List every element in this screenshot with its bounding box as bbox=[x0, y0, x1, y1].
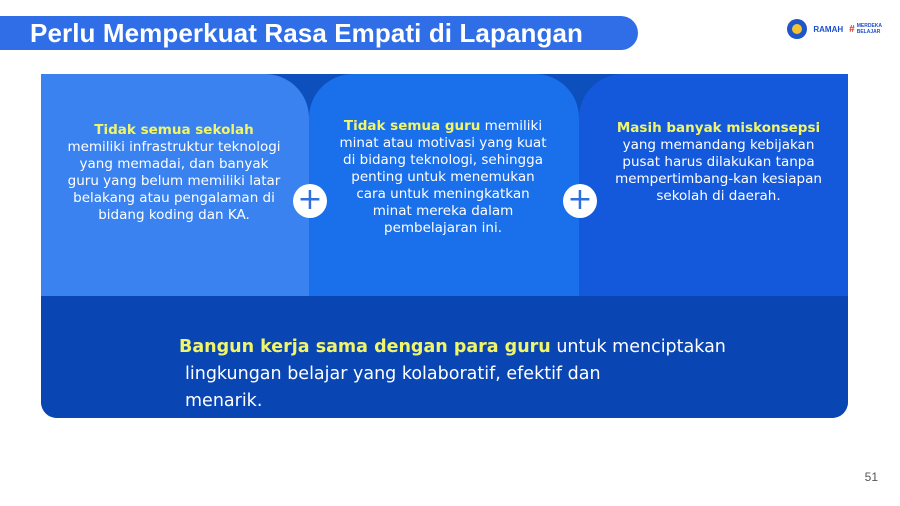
tut-wuri-handayani-logo-icon bbox=[787, 19, 807, 39]
page-title: Perlu Memperkuat Rasa Empati di Lapangan bbox=[30, 17, 584, 48]
card-text: memiliki minat atau motivasi yang kuat di bidang teknologi, sehingga penting untuk menemukan cara untuk meningkatkan minat mereka dalam pembelajaran ini. bbox=[339, 118, 547, 236]
card-teachers bbox=[309, 74, 579, 296]
card-text: memiliki infrastruktur teknologi yang memadai, dan banyak guru yang belum memiliki latar belakang atau pengalaman di bidang koding dan KA. bbox=[67, 139, 281, 223]
card-text: yang memandang kebijakan pusat harus dilakukan tanpa mempertimbang-kan kesiapan sekolah di daerah. bbox=[615, 137, 822, 204]
card-highlight: Tidak semua sekolah bbox=[94, 122, 254, 138]
conclusion-line-1 bbox=[179, 334, 739, 361]
logo-group bbox=[787, 18, 882, 40]
card-highlight: Tidak semua guru bbox=[343, 118, 481, 134]
merdeka-belajar-logo bbox=[849, 23, 882, 35]
conclusion-line-2: lingkungan belajar yang kolaboratif, efektif dan bbox=[185, 364, 601, 384]
conclusion-highlight: Bangun kerja sama dengan para guru bbox=[179, 337, 551, 357]
conclusion-text bbox=[179, 334, 739, 415]
card-highlight: Masih banyak miskonsepsi bbox=[616, 120, 821, 136]
hashtag-mark: # bbox=[849, 23, 855, 35]
conclusion-line-3: menarik. bbox=[185, 391, 263, 411]
plus-icon: + bbox=[293, 184, 327, 218]
content-panel bbox=[41, 74, 848, 418]
merdeka-belajar-text bbox=[857, 23, 882, 35]
card-schools bbox=[41, 74, 309, 296]
plus-icon: + bbox=[563, 184, 597, 218]
merdeka-line: MERDEKA bbox=[856, 23, 882, 29]
belajar-line: BELAJAR bbox=[856, 29, 881, 35]
page-number: 51 bbox=[864, 470, 878, 484]
card-misconception bbox=[579, 74, 848, 296]
conclusion-line-1-rest: untuk menciptakan bbox=[550, 337, 726, 357]
ramah-logo: RAMAH bbox=[813, 24, 844, 34]
title-bar bbox=[0, 16, 638, 50]
